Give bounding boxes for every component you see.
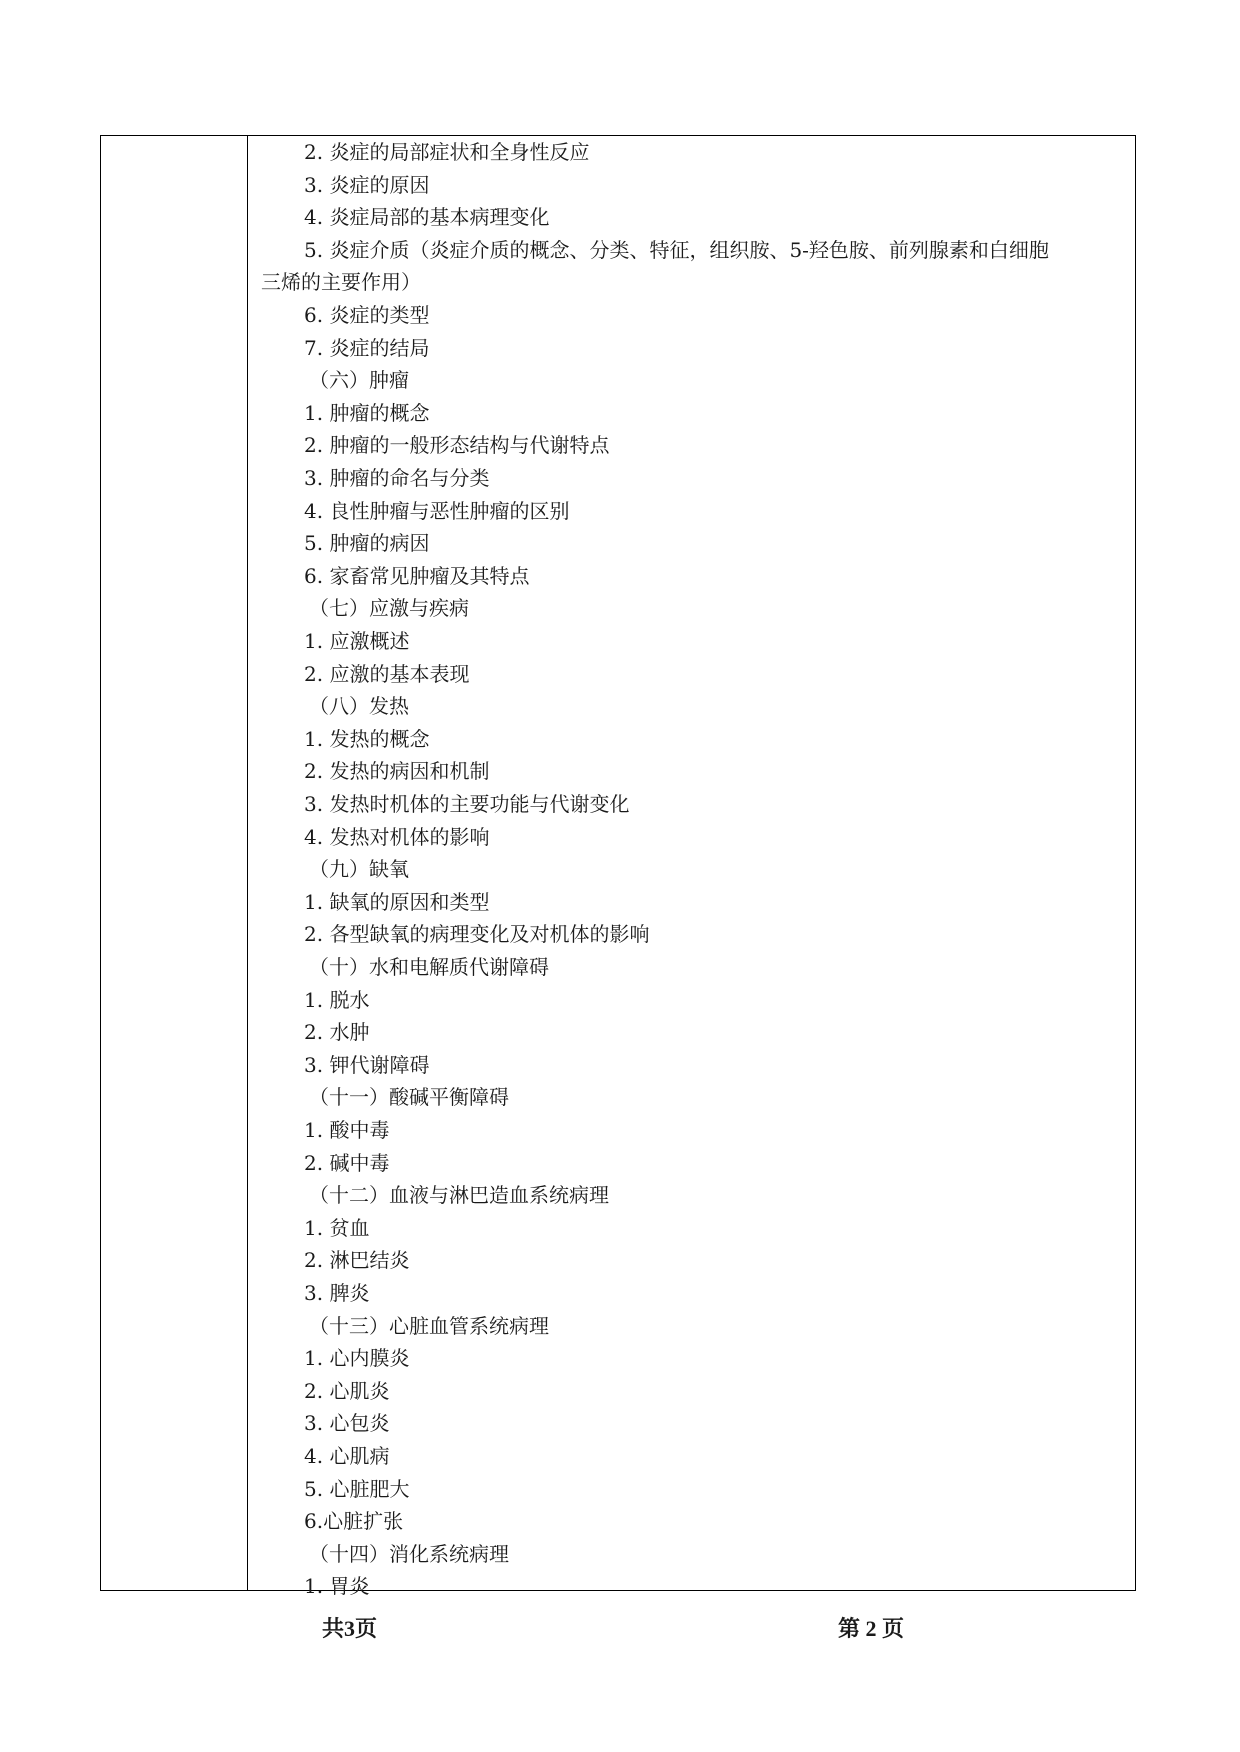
list-item: 1. 缺氧的原因和类型 — [304, 889, 490, 914]
list-item: 2. 各型缺氧的病理变化及对机体的影响 — [304, 922, 650, 947]
list-item: 4. 炎症局部的基本病理变化 — [304, 205, 550, 230]
section-heading: （十一）酸碱平衡障碍 — [309, 1085, 509, 1110]
list-item: 1. 酸中毒 — [304, 1118, 390, 1142]
section-heading: （十四）消化系统病理 — [309, 1541, 509, 1566]
list-item: 1. 应激概述 — [304, 629, 410, 653]
section-heading: （十二）血液与淋巴造血系统病理 — [309, 1183, 609, 1208]
list-item: 4. 心肌病 — [304, 1444, 390, 1468]
list-item: 1. 心内膜炎 — [304, 1346, 410, 1371]
footer-current-page: 第 2 页 — [838, 1616, 905, 1641]
list-item: 2. 淋巴结炎 — [304, 1248, 410, 1273]
content-table — [100, 135, 1136, 1599]
list-item: 2. 肿瘤的一般形态结构与代谢特点 — [304, 433, 610, 458]
list-item: 3. 肿瘤的命名与分类 — [304, 466, 490, 490]
list-item: 2. 碱中毒 — [304, 1150, 390, 1175]
section-heading: （九）缺氧 — [309, 857, 409, 882]
list-item: 5. 炎症介质（炎症介质的概念、分类、特征，组织胺、5-羟色胺、前列腺素和白细胞 — [304, 237, 1049, 262]
list-item: 4. 良性肿瘤与恶性肿瘤的区别 — [304, 498, 570, 523]
section-heading: （十三）心脏血管系统病理 — [309, 1313, 549, 1338]
list-item: 4. 发热对机体的影响 — [304, 824, 490, 849]
section-heading: （十）水和电解质代谢障碍 — [309, 955, 549, 979]
list-item: 2. 发热的病因和机制 — [304, 759, 490, 784]
list-item: 2. 炎症的局部症状和全身性反应 — [304, 140, 590, 164]
list-item: 2. 应激的基本表现 — [304, 661, 470, 686]
footer-total-pages: 共3页 — [322, 1616, 378, 1641]
list-item: 1. 发热的概念 — [304, 726, 430, 751]
column-divider — [247, 136, 248, 1590]
list-item: 1. 肿瘤的概念 — [304, 400, 430, 425]
list-item: 5. 心脏肥大 — [304, 1476, 410, 1501]
list-item: 6. 炎症的类型 — [304, 303, 430, 327]
list-item: 3. 心包炎 — [304, 1411, 390, 1436]
list-item: 2. 水肿 — [304, 1020, 370, 1045]
list-item: 1. 脱水 — [304, 987, 370, 1012]
list-item: 3. 钾代谢障碍 — [304, 1052, 430, 1077]
list-item: 5. 肿瘤的病因 — [304, 531, 430, 556]
section-heading: （八）发热 — [309, 694, 409, 719]
section-heading: （七）应激与疾病 — [309, 596, 469, 621]
section-heading: （六）肿瘤 — [309, 368, 409, 393]
list-item: 2. 心肌炎 — [304, 1378, 390, 1403]
list-item: 1. 贫血 — [304, 1215, 370, 1240]
list-item: 6.心脏扩张 — [304, 1509, 404, 1534]
list-item: 6. 家畜常见肿瘤及其特点 — [304, 563, 530, 588]
list-item: 3. 炎症的原因 — [304, 172, 430, 197]
list-item: 三烯的主要作用） — [261, 270, 421, 295]
list-item: 1. 胃炎 — [304, 1574, 370, 1599]
list-item: 7. 炎症的结局 — [304, 335, 430, 360]
list-item: 3. 发热时机体的主要功能与代谢变化 — [304, 792, 630, 816]
list-item: 3. 脾炎 — [304, 1281, 370, 1305]
